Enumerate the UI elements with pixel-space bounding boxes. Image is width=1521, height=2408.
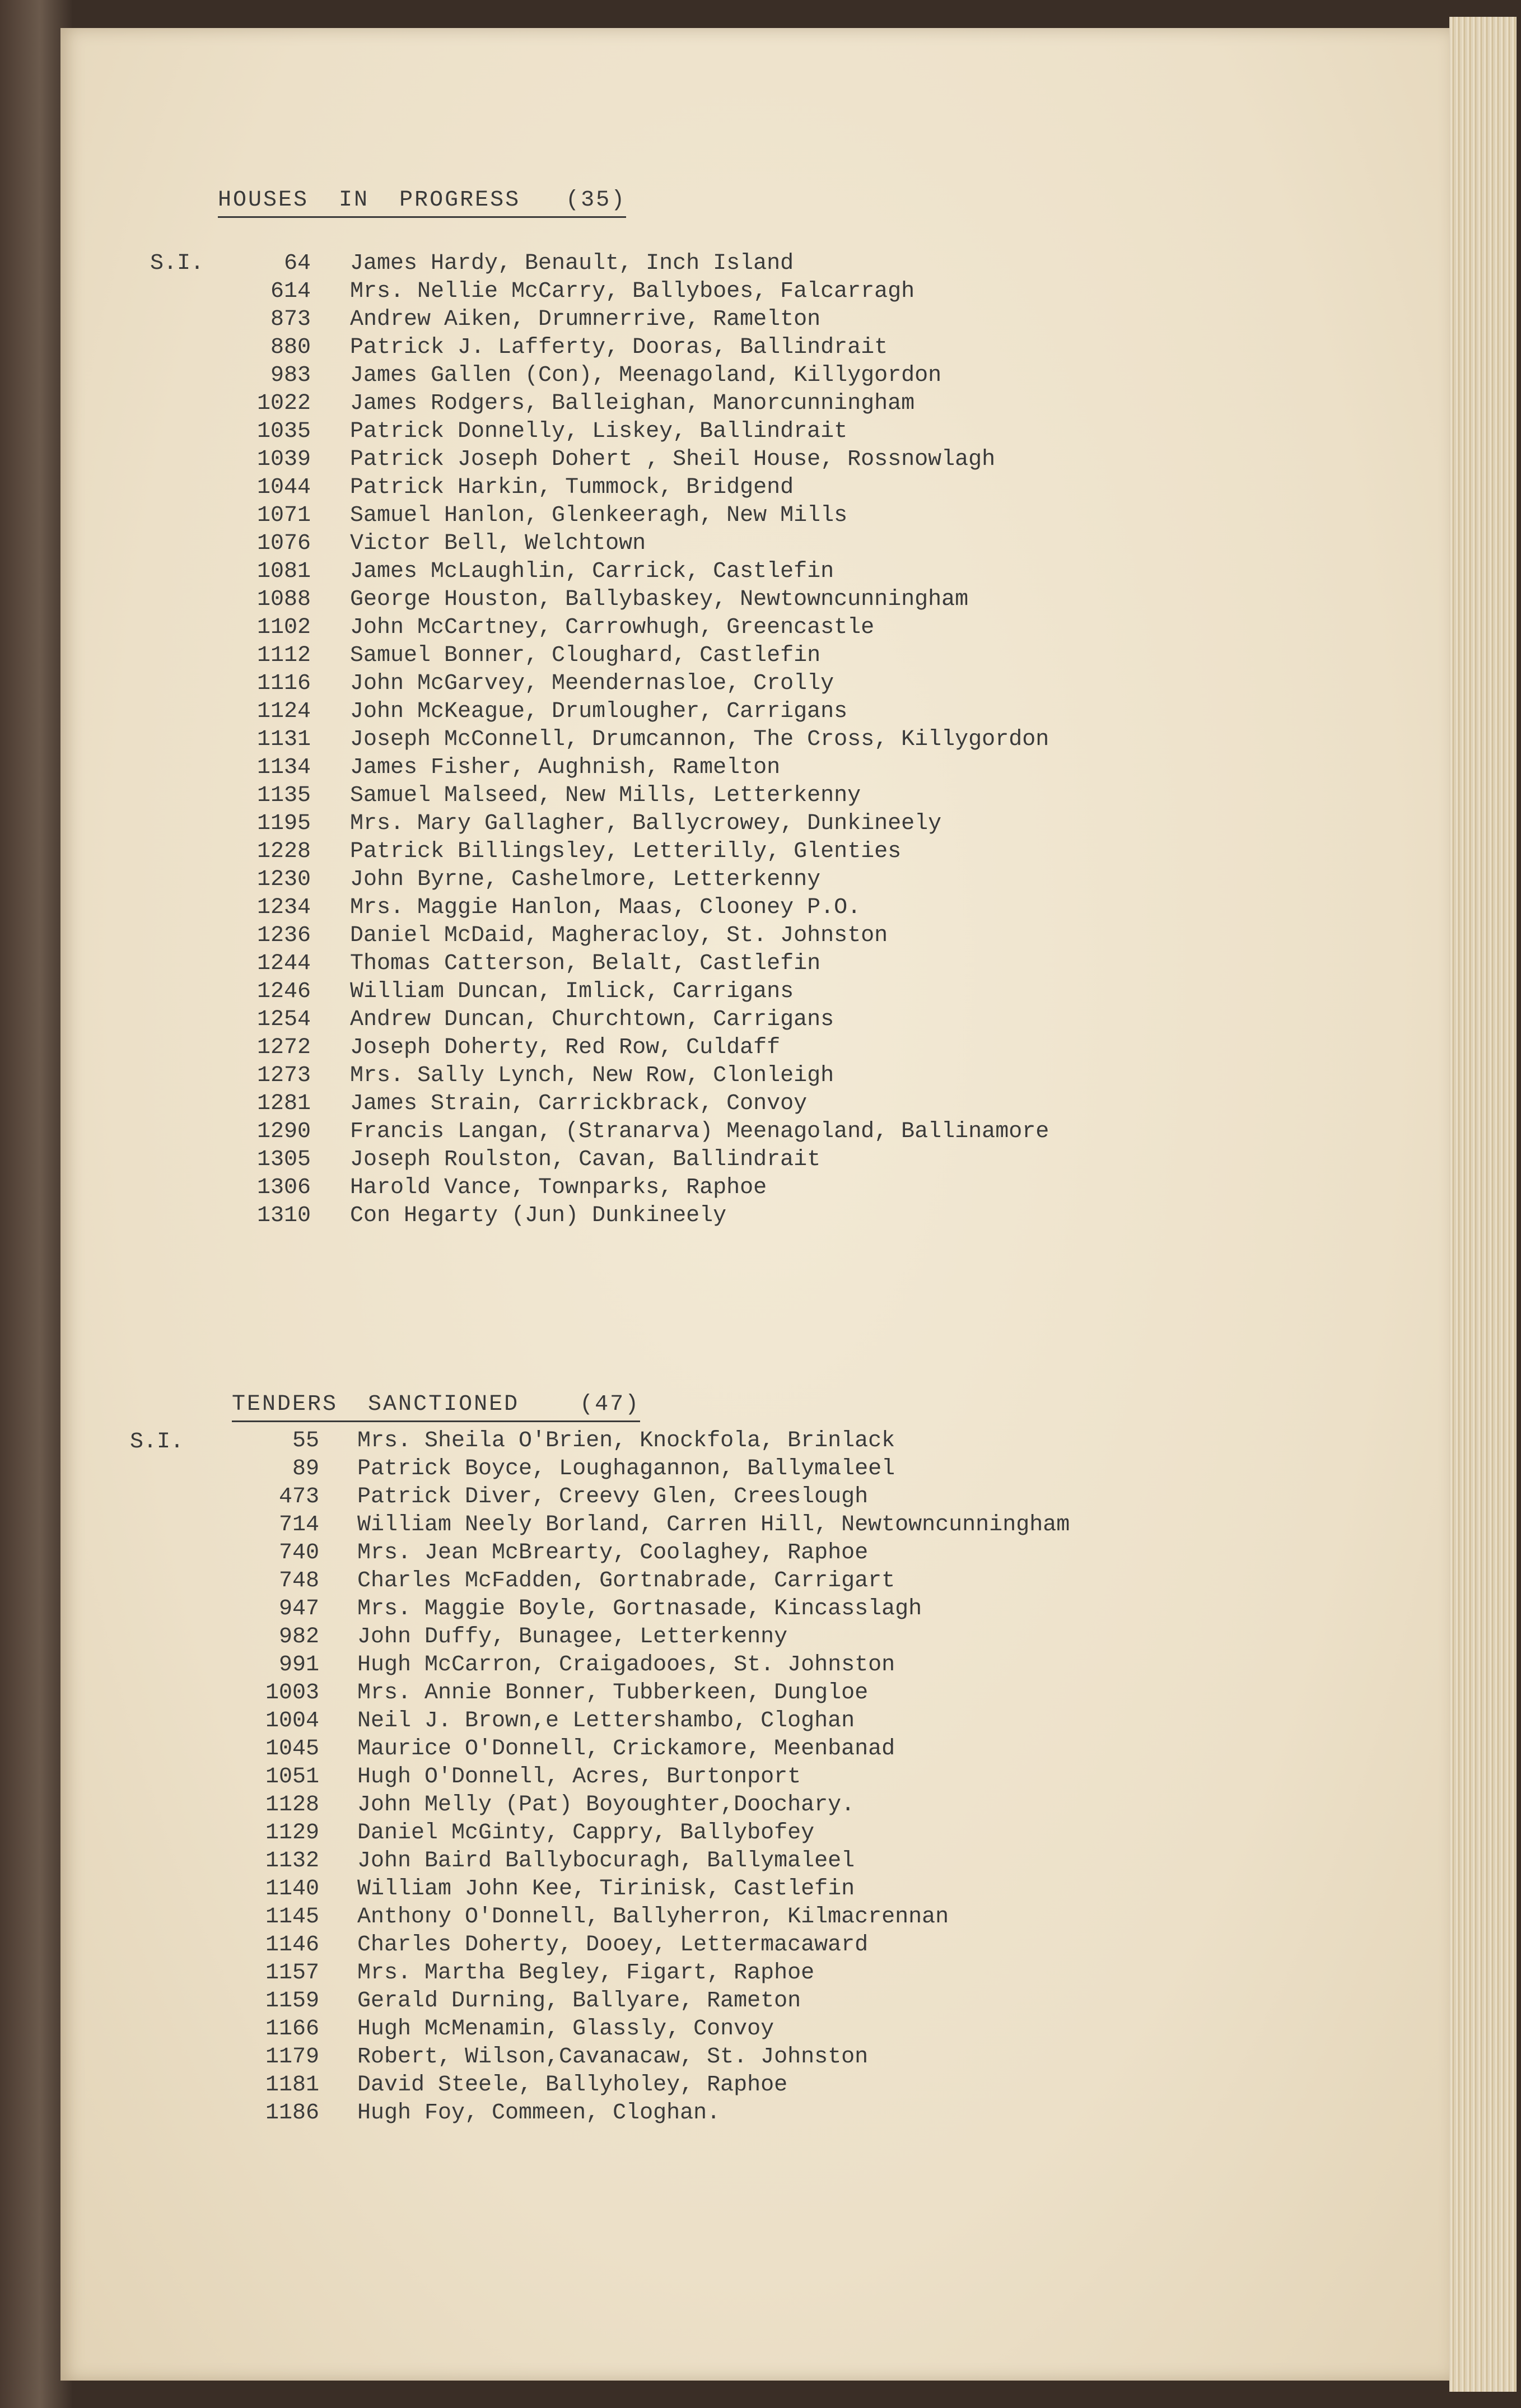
houses-entry: [199, 418, 1151, 446]
entry-text: John McCartney, Carrowhugh, Greencastle: [350, 615, 875, 640]
tenders-entry: [207, 1623, 1159, 1651]
entry-number: 1236: [256, 923, 311, 948]
entry-number: 1128: [265, 1792, 319, 1818]
entry-text: David Steele, Ballyholey, Raphoe: [357, 2072, 788, 2098]
entry-number: 1140: [265, 1876, 319, 1902]
tenders-entry: [207, 1455, 1159, 1483]
entry-number: 1246: [256, 979, 311, 1004]
entry-text: Patrick J. Lafferty, Dooras, Ballindrait: [350, 335, 888, 360]
entry-text: Mrs. Maggie Boyle, Gortnasade, Kincasslagh: [357, 1596, 922, 1622]
houses-entry: [199, 754, 1151, 782]
entry-text: Patrick Boyce, Loughagannon, Ballymaleel: [357, 1456, 895, 1482]
entry-number: 1306: [256, 1175, 311, 1200]
entry-number: 1272: [256, 1035, 311, 1060]
entry-text: John Baird Ballybocuragh, Ballymaleel: [357, 1848, 855, 1874]
entry-number: 1051: [265, 1764, 319, 1790]
entry-number: 1134: [256, 755, 311, 780]
entry-text: Hugh Foy, Commeen, Cloghan.: [357, 2100, 721, 2126]
entry-text: Daniel McDaid, Magheracloy, St. Johnston: [350, 923, 888, 948]
houses-entry: [199, 642, 1151, 670]
entry-text: James Rodgers, Balleighan, Manorcunningham: [350, 391, 915, 416]
houses-entry: [199, 922, 1151, 950]
entry-text: Andrew Aiken, Drumnerrive, Ramelton: [350, 307, 821, 332]
houses-entry: [199, 726, 1151, 754]
houses-entry: [199, 782, 1151, 810]
entry-text: Mrs. Sally Lynch, New Row, Clonleigh: [350, 1063, 834, 1088]
entry-text: Victor Bell, Welchtown: [350, 531, 646, 556]
tenders-si-label: S.I.: [130, 1429, 184, 1455]
entry-text: Samuel Malseed, New Mills, Letterkenny: [350, 783, 861, 808]
entry-number: 1159: [265, 1988, 319, 2014]
entry-text: Maurice O'Donnell, Crickamore, Meenbanad: [357, 1736, 895, 1762]
entry-text: William Neely Borland, Carren Hill, Newtowncunningham: [357, 1512, 1070, 1538]
entry-text: Patrick Harkin, Tummock, Bridgend: [350, 475, 794, 500]
houses-heading: [188, 162, 626, 213]
tenders-entry: [207, 2015, 1159, 2043]
houses-entry: [199, 474, 1151, 502]
entry-text: Gerald Durning, Ballyare, Rameton: [357, 1988, 801, 2014]
houses-entry: [199, 250, 1151, 278]
entry-text: Mrs. Jean McBrearty, Coolaghey, Raphoe: [357, 1540, 869, 1566]
entry-number: 1135: [256, 783, 311, 808]
houses-entry: [199, 446, 1151, 474]
entry-text: Hugh McCarron, Craigadooes, St. Johnston: [357, 1652, 895, 1678]
entry-number: 1145: [265, 1904, 319, 1930]
tenders-entry: [207, 1763, 1159, 1791]
entry-number: 1045: [265, 1736, 319, 1762]
entry-number: 1228: [256, 839, 311, 864]
entry-text: Thomas Catterson, Belalt, Castlefin: [350, 951, 821, 976]
entry-text: Con Hegarty (Jun) Dunkineely: [350, 1203, 727, 1228]
houses-entry: [199, 586, 1151, 614]
houses-entry: [199, 1174, 1151, 1202]
entry-text: Anthony O'Donnell, Ballyherron, Kilmacrennan: [357, 1904, 949, 1930]
entry-text: Mrs. Martha Begley, Figart, Raphoe: [357, 1960, 815, 1986]
entry-text: Charles Doherty, Dooey, Lettermacaward: [357, 1932, 869, 1958]
entry-number: 714: [278, 1512, 319, 1538]
entry-text: Mrs. Sheila O'Brien, Knockfola, Brinlack: [357, 1428, 895, 1454]
houses-entry: [199, 1202, 1151, 1230]
tenders-entry: [207, 1511, 1159, 1539]
entry-text: James Fisher, Aughnish, Ramelton: [350, 755, 781, 780]
entry-text: William Duncan, Imlick, Carrigans: [350, 979, 794, 1004]
entry-text: Patrick Donnelly, Liskey, Ballindrait: [350, 419, 848, 444]
entry-number: 473: [278, 1484, 319, 1510]
entry-text: John Byrne, Cashelmore, Letterkenny: [350, 867, 821, 892]
page-edges: [1449, 17, 1517, 2392]
entry-number: 1131: [256, 727, 311, 752]
entry-number: 64: [283, 251, 311, 276]
entry-text: Robert, Wilson,Cavanacaw, St. Johnston: [357, 2044, 869, 2070]
tenders-entry: [207, 1875, 1159, 1903]
entry-text: Charles McFadden, Gortnabrade, Carrigart: [357, 1568, 895, 1594]
tenders-entry: [207, 1791, 1159, 1819]
houses-entry: [199, 390, 1151, 418]
entry-number: 1195: [256, 811, 311, 836]
entry-text: Neil J. Brown,e Lettershambo, Cloghan: [357, 1708, 855, 1734]
tenders-entry: [207, 1483, 1159, 1511]
entry-text: William John Kee, Tirinisk, Castlefin: [357, 1876, 855, 1902]
entry-text: Francis Langan, (Stranarva) Meenagoland, Ballinamore: [350, 1119, 1049, 1144]
entry-number: 1116: [256, 671, 311, 696]
entry-number: 1102: [256, 615, 311, 640]
entry-number: 1081: [256, 559, 311, 584]
entry-number: 1132: [265, 1848, 319, 1874]
entry-number: 983: [270, 363, 311, 388]
entry-text: Joseph McConnell, Drumcannon, The Cross, Killygordon: [350, 727, 1049, 752]
tenders-list: [207, 1427, 1159, 2127]
houses-heading-text: HOUSES IN PROGRESS (35): [218, 188, 626, 218]
tenders-entry: [207, 1539, 1159, 1567]
tenders-entry: [207, 1903, 1159, 1931]
houses-si-label: S.I.: [150, 251, 204, 276]
entry-number: 1076: [256, 531, 311, 556]
entry-text: James Strain, Carrickbrack, Convoy: [350, 1091, 808, 1116]
entry-text: George Houston, Ballybaskey, Newtowncunningham: [350, 587, 969, 612]
tenders-entry: [207, 1595, 1159, 1623]
entry-number: 1124: [256, 699, 311, 724]
entry-text: Mrs. Nellie McCarry, Ballyboes, Falcarragh: [350, 279, 915, 304]
entry-text: Harold Vance, Townparks, Raphoe: [350, 1175, 767, 1200]
entry-number: 982: [278, 1624, 319, 1650]
houses-entry: [199, 1062, 1151, 1090]
entry-number: 614: [270, 279, 311, 304]
entry-number: 1166: [265, 2016, 319, 2042]
entry-number: 880: [270, 335, 311, 360]
entry-text: James Gallen (Con), Meenagoland, Killygordon: [350, 363, 942, 388]
entry-number: 873: [270, 307, 311, 332]
entry-number: 1112: [256, 643, 311, 668]
entry-number: 1290: [256, 1119, 311, 1144]
tenders-entry: [207, 2099, 1159, 2127]
tenders-entry: [207, 1679, 1159, 1707]
entry-number: 1273: [256, 1063, 311, 1088]
houses-entry: [199, 1146, 1151, 1174]
entry-text: John McGarvey, Meendernasloe, Crolly: [350, 671, 834, 696]
houses-entry: [199, 810, 1151, 838]
tenders-entry: [207, 1847, 1159, 1875]
entry-number: 1071: [256, 503, 311, 528]
entry-text: John McKeague, Drumlougher, Carrigans: [350, 699, 848, 724]
entry-number: 1305: [256, 1147, 311, 1172]
houses-entry: [199, 614, 1151, 642]
entry-number: 1186: [265, 2100, 319, 2126]
entry-text: John Duffy, Bunagee, Letterkenny: [357, 1624, 788, 1650]
houses-entry: [199, 978, 1151, 1006]
houses-entry: [199, 1090, 1151, 1118]
entry-text: Joseph Doherty, Red Row, Culdaff: [350, 1035, 781, 1060]
entry-text: Andrew Duncan, Churchtown, Carrigans: [350, 1007, 834, 1032]
houses-entry: [199, 278, 1151, 306]
entry-text: Patrick Billingsley, Letterilly, Glenties: [350, 839, 902, 864]
entry-number: 991: [278, 1652, 319, 1678]
houses-entry: [199, 1118, 1151, 1146]
entry-number: 1146: [265, 1932, 319, 1958]
tenders-entry: [207, 1931, 1159, 1959]
tenders-entry: [207, 2043, 1159, 2071]
houses-list: [199, 250, 1151, 1230]
houses-entry: [199, 334, 1151, 362]
entry-number: 1035: [256, 419, 311, 444]
entry-number: 947: [278, 1596, 319, 1622]
entry-number: 1181: [265, 2072, 319, 2098]
houses-entry: [199, 306, 1151, 334]
entry-number: 1044: [256, 475, 311, 500]
entry-text: James Hardy, Benault, Inch Island: [350, 251, 794, 276]
entry-number: 89: [292, 1456, 319, 1482]
entry-text: Samuel Hanlon, Glenkeeragh, New Mills: [350, 503, 848, 528]
entry-number: 1244: [256, 951, 311, 976]
houses-entry: [199, 894, 1151, 922]
entry-text: Mrs. Maggie Hanlon, Maas, Clooney P.O.: [350, 895, 861, 920]
houses-entry: [199, 670, 1151, 698]
tenders-entry: [207, 1707, 1159, 1735]
entry-number: 1179: [265, 2044, 319, 2070]
entry-number: 1004: [265, 1708, 319, 1734]
houses-entry: [199, 950, 1151, 978]
tenders-entry: [207, 2071, 1159, 2099]
tenders-entry: [207, 1427, 1159, 1455]
tenders-entry: [207, 1735, 1159, 1763]
entry-number: 1281: [256, 1091, 311, 1116]
houses-entry: [199, 838, 1151, 866]
houses-entry: [199, 1006, 1151, 1034]
entry-number: 1088: [256, 587, 311, 612]
entry-number: 1234: [256, 895, 311, 920]
entry-number: 1003: [265, 1680, 319, 1706]
tenders-entry: [207, 1959, 1159, 1987]
houses-entry: [199, 502, 1151, 530]
entry-text: Daniel McGinty, Cappry, Ballybofey: [357, 1820, 815, 1846]
entry-number: 55: [292, 1428, 319, 1454]
entry-number: 1157: [265, 1960, 319, 1986]
entry-text: Mrs. Mary Gallagher, Ballycrowey, Dunkineely: [350, 811, 942, 836]
entry-text: Hugh O'Donnell, Acres, Burtonport: [357, 1764, 801, 1790]
entry-text: John Melly (Pat) Boyoughter,Doochary.: [357, 1792, 855, 1818]
houses-entry: [199, 362, 1151, 390]
entry-number: 1129: [265, 1820, 319, 1846]
houses-entry: [199, 866, 1151, 894]
entry-number: 740: [278, 1540, 319, 1566]
tenders-entry: [207, 1819, 1159, 1847]
entry-text: James McLaughlin, Carrick, Castlefin: [350, 559, 834, 584]
tenders-entry: [207, 1651, 1159, 1679]
houses-entry: [199, 1034, 1151, 1062]
entry-number: 1022: [256, 391, 311, 416]
entry-text: Hugh McMenamin, Glassly, Convoy: [357, 2016, 775, 2042]
entry-number: 1310: [256, 1203, 311, 1228]
entry-text: Samuel Bonner, Cloughard, Castlefin: [350, 643, 821, 668]
tenders-entry: [207, 1987, 1159, 2015]
entry-number: 1039: [256, 447, 311, 472]
houses-entry: [199, 530, 1151, 558]
tenders-heading-text: TENDERS SANCTIONED (47): [232, 1392, 640, 1422]
houses-entry: [199, 558, 1151, 586]
entry-number: 1254: [256, 1007, 311, 1032]
tenders-heading: [202, 1367, 640, 1417]
entry-text: Mrs. Annie Bonner, Tubberkeen, Dungloe: [357, 1680, 869, 1706]
entry-text: Patrick Joseph Dohert , Sheil House, Rossnowlagh: [350, 447, 996, 472]
tenders-entry: [207, 1567, 1159, 1595]
entry-number: 748: [278, 1568, 319, 1594]
entry-number: 1230: [256, 867, 311, 892]
entry-text: Joseph Roulston, Cavan, Ballindrait: [350, 1147, 821, 1172]
houses-entry: [199, 698, 1151, 726]
entry-text: Patrick Diver, Creevy Glen, Creeslough: [357, 1484, 869, 1510]
